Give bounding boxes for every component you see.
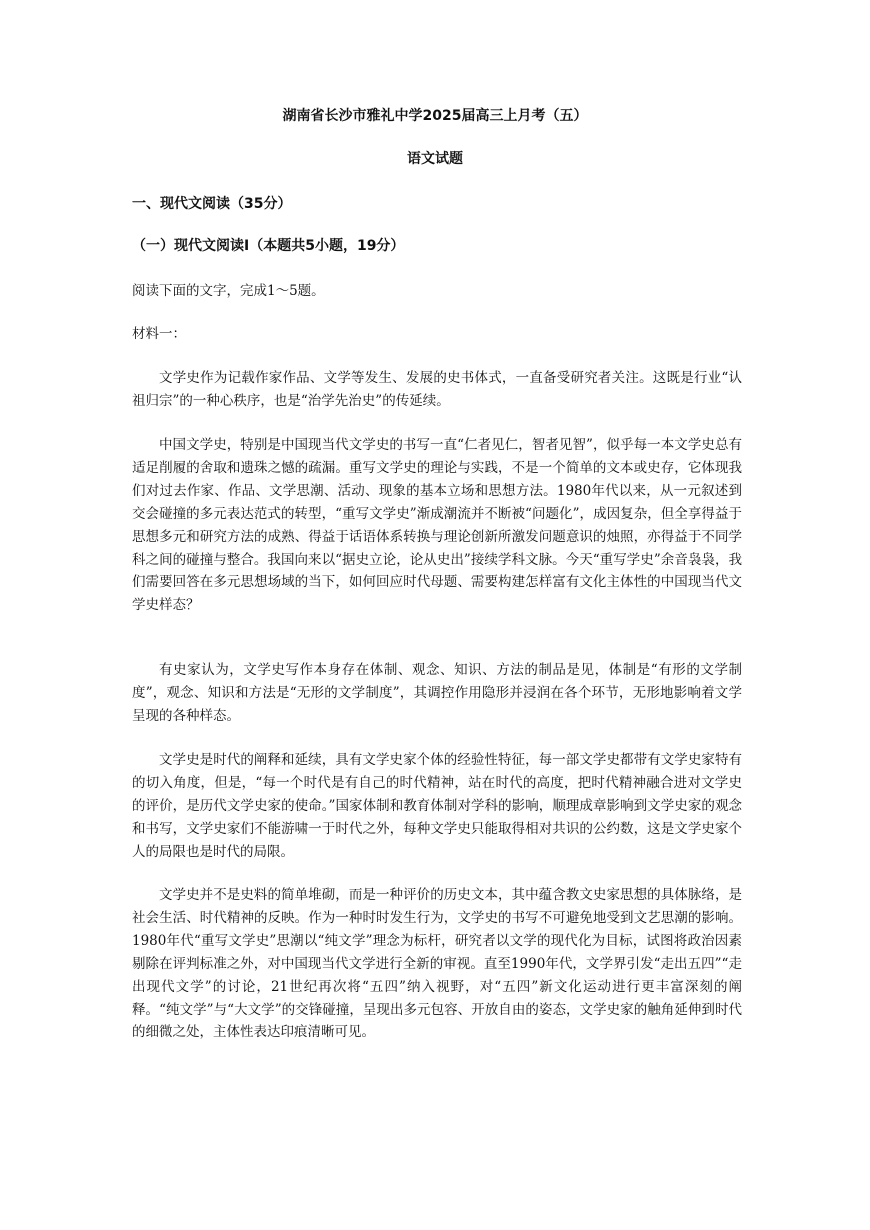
paragraph-5: 文学史并不是史料的简单堆砌，而是一种评价的历史文本，其中蕴含教文史家思想的具体脉络，是社会生活、时代精神的反映。作为一种时时发生行为，文学史的书写不可避免地受到文艺思潮的影响。1980年代“重写文学史”思潮以“纯文学”理念为标杆，研究者以文学的现代化为目标，试图将政治因素剔除在评判标准之外，对中国现当代文学进行全新的审视。直至1990年代，文学界引发“走出五四”“走出现代文学”的讨论，21世纪再次将“五四”纳入视野，对“五四”新文化运动进行更丰富深刻的阐释。“纯文学”与“大文学”的交锋碰撞，呈现出多元包容、开放自由的姿态，文学史家的触角延伸到时代的细微之处，主体性表达印痕清晰可见。 — [132, 887, 742, 1041]
section-heading: 一、现代文阅读（35分） — [132, 196, 292, 212]
paragraph-2: 中国文学史，特别是中国现当代文学史的书写一直“仁者见仁，智者见智”，似乎每一本文学史总有适足削履的舍取和遗珠之憾的疏漏。重写文学史的理论与实践，不是一个简单的文本或史存，它体现我们对过去作家、作品、文学思潮、活动、现象的基本立场和思想方法。1980年代以来，从一元叙述到交会碰撞的多元表达范式的转型，“重写文学史”渐成潮流并不断被“问题化”，成因复杂，但全享得益于思想多元和研究方法的成熟、得益于话语体系转换与理论创新所激发问题意识的烛照，亦得益于不同学科之间的碰撞与整合。我国向来以“据史立论，论从史出”接续学科文脉。今天“重写学史”余音袅袅，我们需要回答在多元思想场域的当下，如何回应时代母题、需要构建怎样富有文化主体性的中国现当代文学史样态？ — [132, 437, 742, 614]
paragraph-3: 有史家认为，文学史写作本身存在体制、观念、知识、方法的制品是见，体制是“有形的文学制度”，观念、知识和方法是“无形的文学制度”，其调控作用隐形并浸润在各个环节，无形地影响着文学呈现的各种样态。 — [132, 662, 742, 724]
exam-title: 湖南省长沙市雅礼中学2025届高三上月考（五） — [282, 108, 588, 124]
subsection-heading: （一）现代文阅读Ⅰ（本题共5小题，19分） — [132, 238, 405, 254]
reading-instruction: 阅读下面的文字，完成1～5题。 — [132, 283, 325, 299]
paragraph-1: 文学史作为记载作家作品、文学等发生、发展的史书体式，一直备受研究者关注。这既是行业“认祖归宗”的一种心秩序，也是“治学先治史”的传延续。 — [132, 370, 742, 409]
paragraph-4: 文学史是时代的阐释和延续，具有文学史家个体的经验性特征，每一部文学史都带有文学史家特有的切入角度，但是，“每一个时代是有自己的时代精神，站在时代的高度，把时代精神融合进对文学史的评价，是历代文学史家的使命。”国家体制和教育体制对学科的影响，顺理成章影响到文学史家的观念和书写，文学史家们不能游啸一于时代之外，每种文学史只能取得相对共识的公约数，这是文学史家个人的局限也是时代的局限。 — [132, 752, 742, 860]
material-label: 材料一： — [132, 326, 186, 342]
exam-subtitle: 语文试题 — [407, 151, 463, 167]
